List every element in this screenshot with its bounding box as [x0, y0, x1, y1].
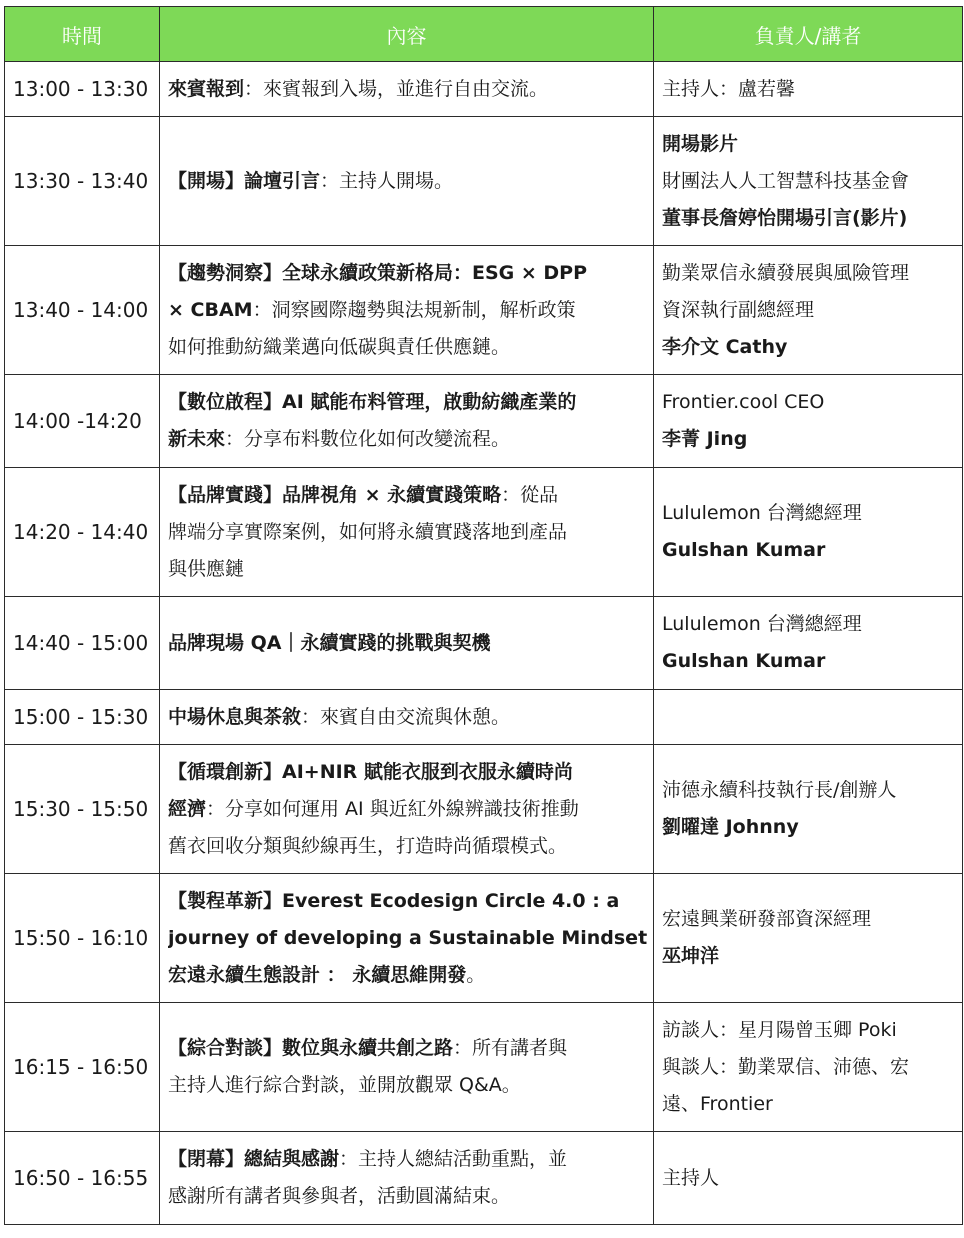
bold-text: Gulshan Kumar — [662, 650, 826, 672]
agenda-row — [5, 375, 963, 468]
bold-text: Gulshan Kumar — [662, 539, 826, 561]
owner-cell — [654, 745, 963, 874]
content-line — [168, 163, 647, 200]
owner-line — [662, 200, 956, 237]
bold-text: 【趨勢洞察】全球永續政策新格局：ESG × DPP — [168, 261, 588, 284]
bold-text: 中場休息與茶敘 — [168, 705, 302, 728]
time-cell: 13:40 - 14:00 — [5, 246, 160, 375]
owner-line — [662, 938, 956, 975]
agenda-table — [4, 6, 963, 1225]
owner-line — [662, 163, 956, 200]
agenda-row — [5, 597, 963, 690]
content-line — [168, 1178, 647, 1215]
owner-cell — [654, 597, 963, 690]
agenda-row — [5, 1132, 963, 1225]
regular-text: 財團法人人工智慧科技基金會 — [662, 169, 910, 192]
owner-line — [662, 292, 956, 329]
header-owner: 負責人/講者 — [654, 7, 963, 62]
bold-text: 【閉幕】總結與感謝 — [168, 1148, 340, 1170]
time-cell: 13:30 - 13:40 — [5, 117, 160, 246]
content-line — [168, 329, 647, 366]
owner-line — [662, 1049, 956, 1086]
regular-text: 沛德永續科技執行長/創辦人 — [662, 779, 897, 801]
owner-cell — [654, 1132, 963, 1225]
content-line — [168, 1030, 647, 1067]
bold-text: 【數位啟程】AI 賦能布料管理，啟動紡織產業的 — [168, 391, 577, 413]
bold-text: 新未來 — [168, 428, 226, 450]
owner-line — [662, 901, 956, 938]
owner-cell — [654, 690, 963, 745]
owner-line — [662, 329, 956, 366]
content-line — [168, 477, 647, 514]
content-line — [168, 920, 647, 957]
content-line — [168, 754, 647, 791]
regular-text: ：分享布料數位化如何改變流程。 — [225, 428, 511, 450]
regular-text: ：來賓自由交流與休憩。 — [301, 705, 511, 728]
content-line — [168, 791, 647, 828]
agenda-row — [5, 745, 963, 874]
agenda-row — [5, 117, 963, 246]
owner-line — [662, 809, 956, 846]
bold-text: 李菁 Jing — [662, 428, 748, 450]
regular-text: ：主持人總結活動重點，並 — [339, 1148, 568, 1170]
regular-text: ：從品 — [501, 483, 559, 506]
bold-text: 品牌現場 QA｜永續實踐的挑戰與契機 — [168, 631, 491, 654]
owner-line — [662, 126, 956, 163]
owner-cell — [654, 375, 963, 468]
agenda-body — [5, 62, 963, 1225]
content-line — [168, 699, 647, 736]
content-line — [168, 292, 647, 329]
regular-text: 遠、Frontier — [662, 1092, 773, 1115]
regular-text: 宏遠興業研發部資深經理 — [662, 908, 872, 930]
regular-text: Frontier.cool CEO — [662, 391, 825, 413]
content-line — [168, 514, 647, 551]
agenda-row — [5, 62, 963, 117]
header-row — [5, 7, 963, 62]
agenda-row — [5, 874, 963, 1003]
time-cell: 14:40 - 15:00 — [5, 597, 160, 690]
content-line — [168, 883, 647, 920]
owner-line — [662, 1160, 956, 1197]
regular-text: Lululemon 台灣總經理 — [662, 613, 862, 635]
owner-line — [662, 384, 956, 421]
owner-cell — [654, 62, 963, 117]
content-cell — [160, 468, 654, 597]
bold-text: journey of developing a Sustainable Mindset — [168, 926, 647, 949]
regular-text: 與供應鏈 — [168, 557, 245, 580]
owner-cell — [654, 468, 963, 597]
bold-text: 【開場】論壇引言 — [168, 169, 321, 192]
content-line — [168, 1067, 647, 1104]
owner-line — [662, 1086, 956, 1123]
regular-text: 牌端分享實際案例，如何將永續實踐落地到產品 — [168, 520, 568, 543]
owner-line — [662, 71, 956, 108]
regular-text: ：主持人開場。 — [320, 169, 454, 192]
time-cell: 15:50 - 16:10 — [5, 874, 160, 1003]
time-cell: 13:00 - 13:30 — [5, 62, 160, 117]
content-cell — [160, 1003, 654, 1132]
regular-text: 主持人進行綜合對談，並開放觀眾 Q&A。 — [168, 1074, 521, 1096]
owner-line — [662, 606, 956, 643]
time-cell: 14:00 -14:20 — [5, 375, 160, 468]
content-line — [168, 828, 647, 865]
bold-text: × CBAM — [168, 298, 253, 321]
agenda-row — [5, 690, 963, 745]
content-cell — [160, 1132, 654, 1225]
regular-text: ：所有講者與 — [453, 1037, 568, 1059]
time-cell: 15:00 - 15:30 — [5, 690, 160, 745]
agenda-row — [5, 1003, 963, 1132]
content-cell — [160, 745, 654, 874]
regular-text: 勤業眾信永續發展與風險管理 — [662, 261, 910, 284]
content-line — [168, 421, 647, 458]
content-cell — [160, 874, 654, 1003]
regular-text: 主持人 — [662, 1166, 720, 1189]
owner-line — [662, 772, 956, 809]
owner-cell — [654, 1003, 963, 1132]
owner-line — [662, 1012, 956, 1049]
bold-text: 【循環創新】AI+NIR 賦能衣服到衣服永續時尚 — [168, 760, 573, 783]
bold-text: 開場影片 — [662, 132, 739, 155]
bold-text: 【品牌實踐】品牌視角 × 永續實踐策略 — [168, 483, 502, 506]
regular-text: ：來賓報到入場，並進行自由交流。 — [244, 77, 549, 100]
regular-text: ：洞察國際趨勢與法規新制，解析政策 — [252, 298, 576, 321]
time-cell: 16:50 - 16:55 — [5, 1132, 160, 1225]
header-content: 內容 — [160, 7, 654, 62]
bold-text: 來賓報到 — [168, 77, 245, 100]
time-cell: 16:15 - 16:50 — [5, 1003, 160, 1132]
time-cell: 15:30 - 15:50 — [5, 745, 160, 874]
content-cell — [160, 246, 654, 375]
content-line — [168, 384, 647, 421]
bold-text: 經濟 — [168, 797, 207, 820]
regular-text: Lululemon 台灣總經理 — [662, 502, 862, 524]
bold-text: 【製程革新】Everest Ecodesign Circle 4.0 : a — [168, 889, 620, 912]
bold-text: 董事長詹婷怡開場引言(影片) — [662, 206, 908, 229]
bold-text: 巫坤洋 — [662, 945, 720, 967]
content-line — [168, 71, 647, 108]
regular-text: 。 — [466, 963, 486, 986]
owner-cell — [654, 246, 963, 375]
regular-text: 訪談人：星月陽曾玉卿 Poki — [662, 1018, 897, 1041]
content-line — [168, 625, 647, 662]
content-line — [168, 551, 647, 588]
content-line — [168, 1141, 647, 1178]
owner-line — [662, 495, 956, 532]
agenda-row — [5, 468, 963, 597]
regular-text: 如何推動紡織業邁向低碳與責任供應鏈。 — [168, 335, 511, 358]
agenda-row — [5, 246, 963, 375]
time-cell: 14:20 - 14:40 — [5, 468, 160, 597]
content-cell — [160, 597, 654, 690]
bold-text: 宏遠永續生態設計 ： 永續思維開發 — [168, 963, 467, 986]
content-cell — [160, 375, 654, 468]
regular-text: 主持人：盧若馨 — [662, 77, 796, 100]
content-line — [168, 255, 647, 292]
regular-text: ：分享如何運用 AI 與近紅外線辨識技術推動 — [206, 797, 579, 820]
content-cell — [160, 62, 654, 117]
owner-cell — [654, 874, 963, 1003]
bold-text: 【綜合對談】數位與永續共創之路 — [168, 1037, 454, 1059]
regular-text: 舊衣回收分類與紗線再生，打造時尚循環模式。 — [168, 834, 568, 857]
content-cell — [160, 117, 654, 246]
header-time: 時間 — [5, 7, 160, 62]
regular-text: 感謝所有講者與參與者，活動圓滿結束。 — [168, 1185, 511, 1207]
owner-line — [662, 255, 956, 292]
bold-text: 李介文 Cathy — [662, 335, 788, 358]
regular-text: 與談人：勤業眾信、沛德、宏 — [662, 1055, 910, 1078]
regular-text: 資深執行副總經理 — [662, 298, 815, 321]
owner-line — [662, 532, 956, 569]
content-line — [168, 957, 647, 994]
owner-line — [662, 421, 956, 458]
owner-cell — [654, 117, 963, 246]
owner-line — [662, 643, 956, 680]
bold-text: 劉曜達 Johnny — [662, 816, 799, 838]
content-cell — [160, 690, 654, 745]
